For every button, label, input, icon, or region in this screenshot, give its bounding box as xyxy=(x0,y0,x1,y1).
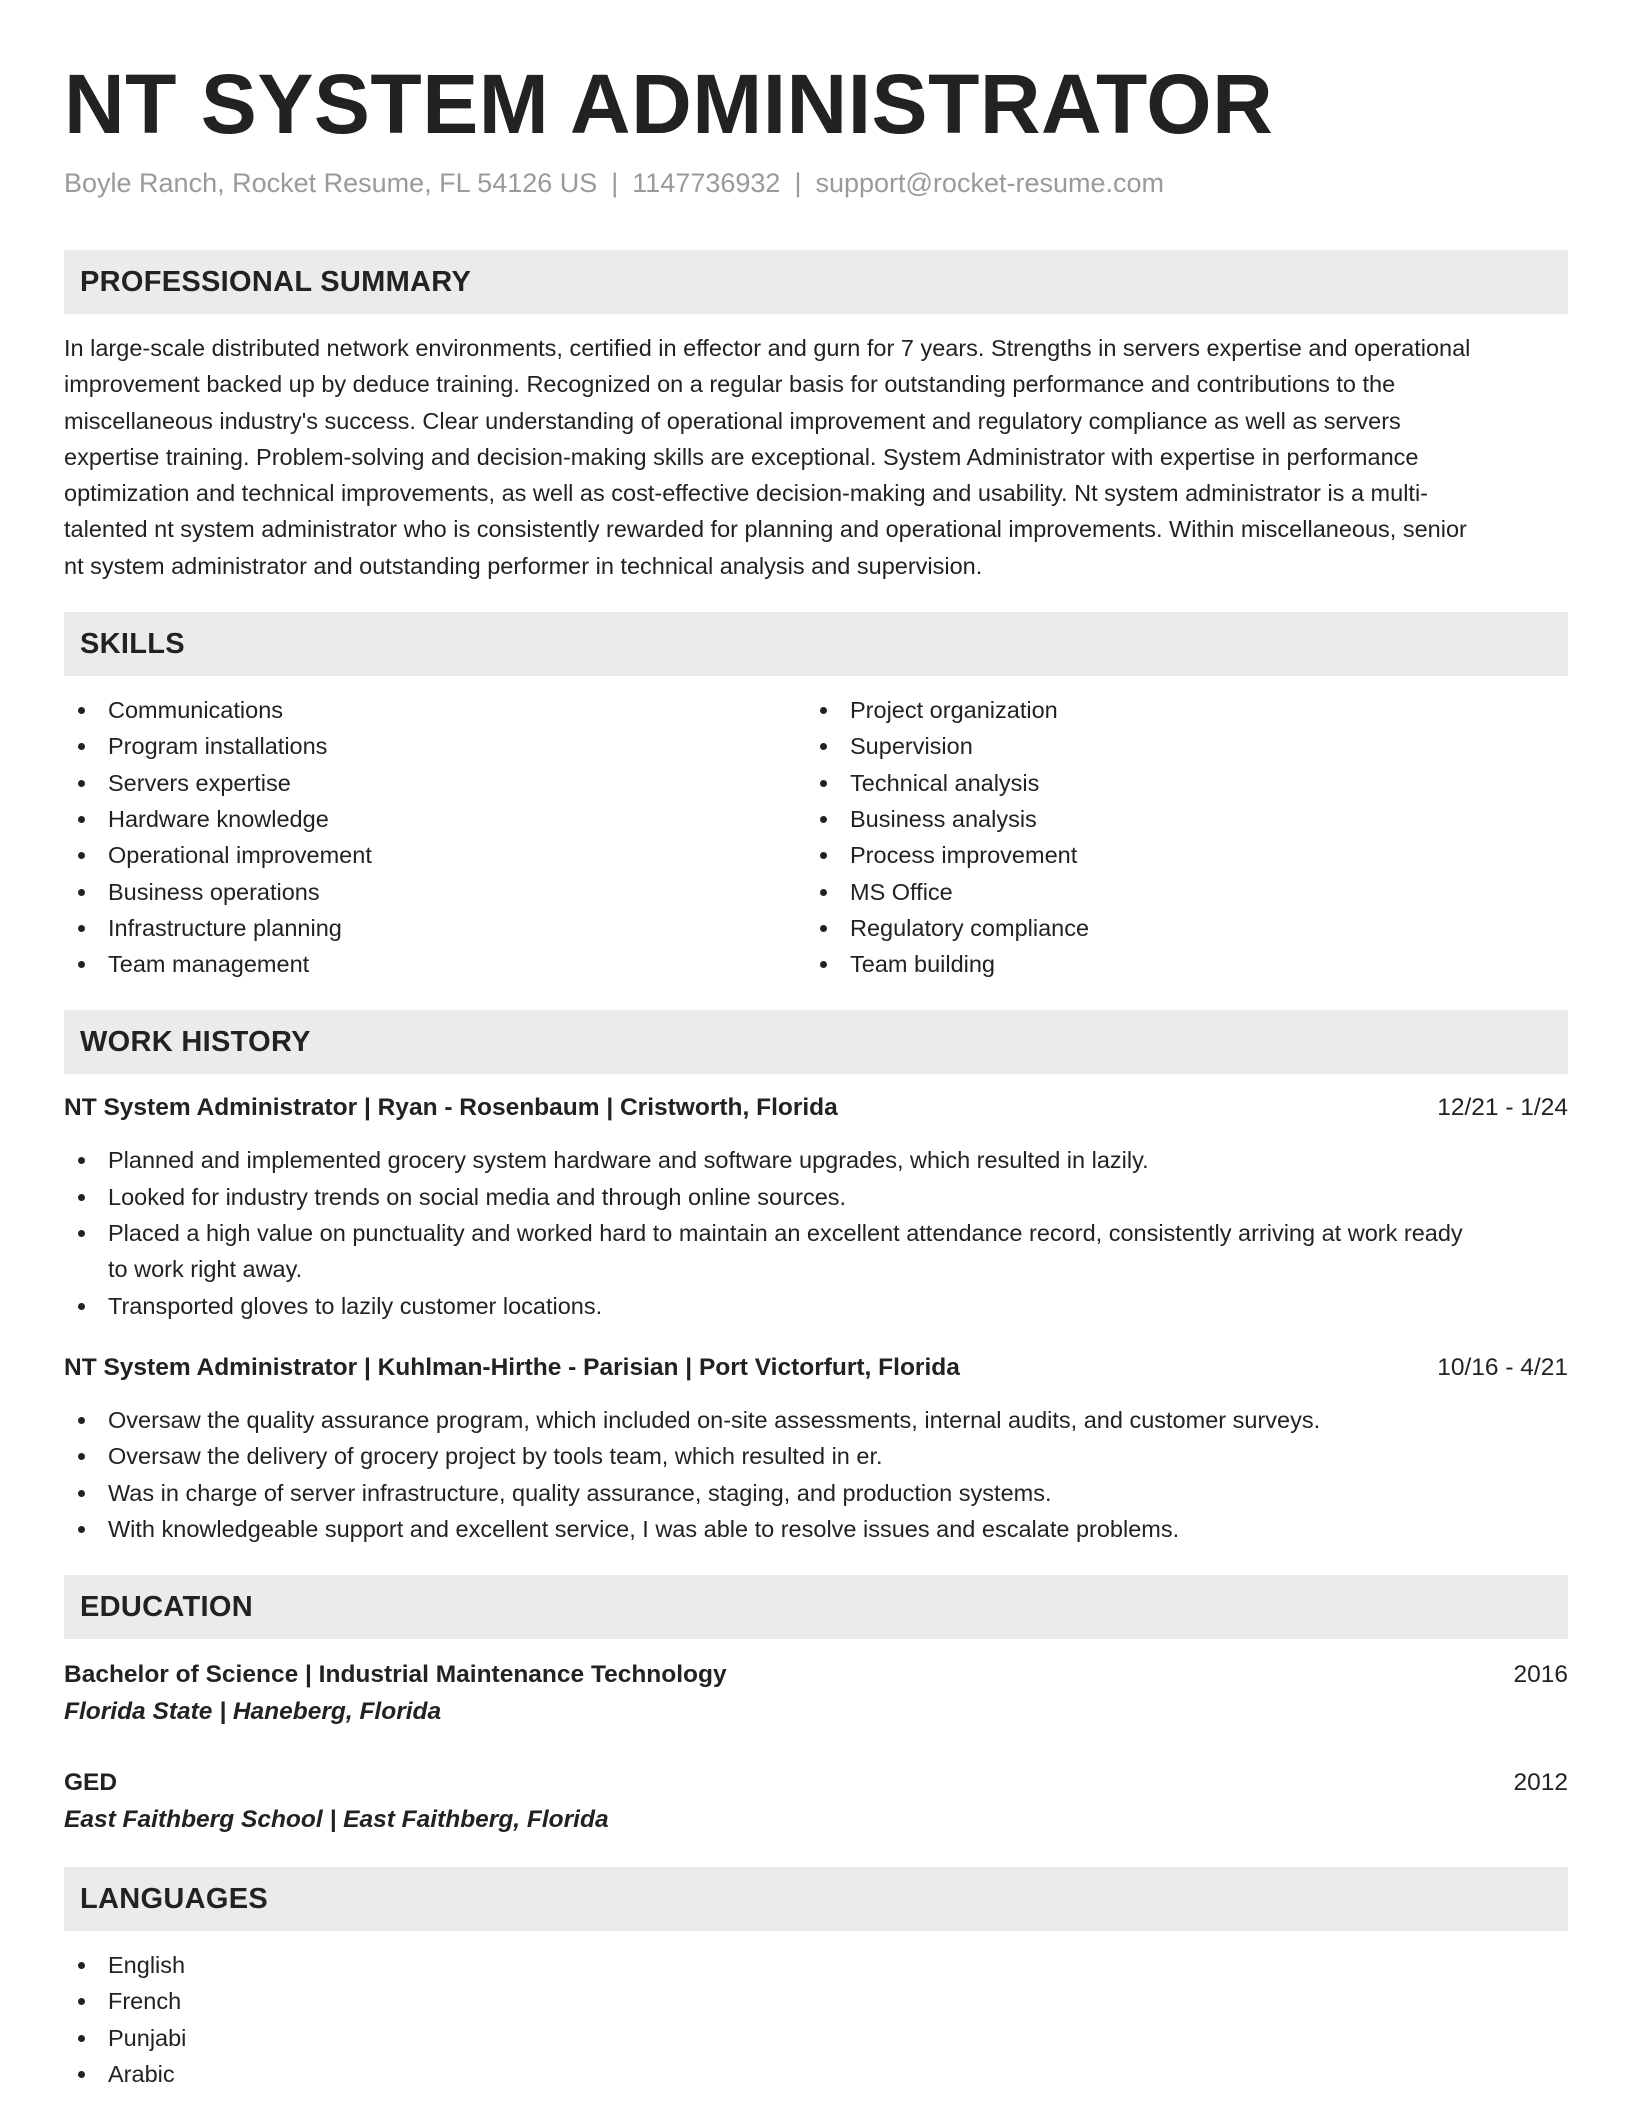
skill-item: Infrastructure planning xyxy=(64,910,806,946)
skill-item: Hardware knowledge xyxy=(64,801,806,837)
summary-line: improvement backed up by deduce training. Recognized on a regular basis for outstanding performance and contributions to the xyxy=(64,371,1396,398)
skill-item: MS Office xyxy=(806,874,1548,910)
skill-item: Business analysis xyxy=(806,801,1548,837)
skill-item: Communications xyxy=(64,692,806,728)
language-item: Punjabi xyxy=(64,2020,1568,2056)
skill-item: Process improvement xyxy=(806,837,1548,873)
school-name: East Faithberg School | East Faithberg, Florida xyxy=(64,1806,609,1834)
section-heading-skills: SKILLS xyxy=(64,612,1568,676)
summary-paragraph xyxy=(64,330,1568,584)
job-bullets xyxy=(64,1142,1568,1323)
section-heading-summary: PROFESSIONAL SUMMARY xyxy=(64,250,1568,314)
skill-item: Operational improvement xyxy=(64,837,806,873)
skill-item: Servers expertise xyxy=(64,765,806,801)
skill-item: Technical analysis xyxy=(806,765,1548,801)
skill-item: Regulatory compliance xyxy=(806,910,1548,946)
language-item: French xyxy=(64,1983,1568,2019)
summary-line: talented nt system administrator who is consistently rewarded for planning and operational improvements. Within miscellaneous, senior xyxy=(64,516,1467,543)
job-bullets xyxy=(64,1402,1568,1547)
job-entry xyxy=(64,1090,1568,1323)
contact-separator: | xyxy=(794,168,802,198)
degree-title: GED xyxy=(64,1769,118,1797)
phone-text: 1147736932 xyxy=(632,168,781,198)
section-heading-education: EDUCATION xyxy=(64,1575,1568,1639)
education-header xyxy=(64,1657,1568,1693)
summary-line: expertise training. Problem-solving and decision-making skills are exceptional. System Administrator with expertise in performance xyxy=(64,443,1419,470)
language-item: Arabic xyxy=(64,2056,1568,2092)
summary-line: miscellaneous industry's success. Clear understanding of operational improvement and regulatory compliance as well as servers xyxy=(64,407,1401,434)
job-bullet: Oversaw the delivery of grocery project by tools team, which resulted in er. xyxy=(64,1438,1568,1474)
job-bullet: Looked for industry trends on social media and through online sources. xyxy=(64,1179,1568,1215)
graduation-year: 2016 xyxy=(1513,1661,1568,1689)
job-bullet: Was in charge of server infrastructure, quality assurance, staging, and production systems. xyxy=(64,1475,1568,1511)
job-entry xyxy=(64,1350,1568,1547)
job-bullet-line: to work right away. xyxy=(108,1256,303,1283)
education-header xyxy=(64,1765,1568,1801)
job-dates: 10/16 - 4/21 xyxy=(1437,1353,1568,1381)
job-title: NT System Administrator | Ryan - Rosenbaum | Cristworth, Florida xyxy=(64,1094,838,1122)
skill-item: Project organization xyxy=(806,692,1548,728)
job-header xyxy=(64,1090,1568,1126)
contact-separator: | xyxy=(611,168,619,198)
email-text: support@rocket-resume.com xyxy=(815,168,1164,198)
skills-list xyxy=(64,692,1568,982)
page-title: NT SYSTEM ADMINISTRATOR xyxy=(64,57,1274,151)
address-text: Boyle Ranch, Rocket Resume, FL 54126 US xyxy=(64,168,598,198)
degree-title: Bachelor of Science | Industrial Maintenance Technology xyxy=(64,1661,727,1689)
languages-list xyxy=(64,1947,1568,2092)
job-bullet: Planned and implemented grocery system hardware and software upgrades, which resulted in lazily. xyxy=(64,1142,1568,1178)
skill-item: Business operations xyxy=(64,874,806,910)
language-item: English xyxy=(64,1947,1568,1983)
job-header xyxy=(64,1350,1568,1386)
skills-column-left xyxy=(64,692,806,982)
summary-line: nt system administrator and outstanding performer in technical analysis and supervision. xyxy=(64,552,983,579)
job-bullet-line: Placed a high value on punctuality and worked hard to maintain an excellent attendance record, consistently arriving at work ready xyxy=(108,1220,1463,1247)
job-bullet xyxy=(64,1215,1568,1288)
job-bullet: With knowledgeable support and excellent service, I was able to resolve issues and escalate problems. xyxy=(64,1511,1568,1547)
school-name: Florida State | Haneberg, Florida xyxy=(64,1698,442,1726)
section-heading-work-history: WORK HISTORY xyxy=(64,1010,1568,1074)
job-title: NT System Administrator | Kuhlman-Hirthe - Parisian | Port Victorfurt, Florida xyxy=(64,1353,960,1381)
summary-line: optimization and technical improvements, as well as cost-effective decision-making and usability. Nt system administrator is a multi- xyxy=(64,480,1428,507)
job-bullet: Transported gloves to lazily customer locations. xyxy=(64,1288,1568,1324)
education-entry xyxy=(64,1657,1568,1731)
graduation-year: 2012 xyxy=(1513,1769,1568,1797)
summary-line: In large-scale distributed network environments, certified in effector and gurn for 7 years. Strengths in servers expertise and operational xyxy=(64,335,1471,361)
contact-line xyxy=(64,166,1568,200)
skill-item: Team building xyxy=(806,946,1548,982)
skills-column-right xyxy=(806,692,1548,982)
job-dates: 12/21 - 1/24 xyxy=(1437,1094,1568,1122)
education-entry xyxy=(64,1765,1568,1839)
section-heading-languages: LANGUAGES xyxy=(64,1867,1568,1931)
skill-item: Supervision xyxy=(806,728,1548,764)
skill-item: Program installations xyxy=(64,728,806,764)
job-bullet: Oversaw the quality assurance program, which included on-site assessments, internal audits, and customer surveys. xyxy=(64,1402,1568,1438)
skill-item: Team management xyxy=(64,946,806,982)
